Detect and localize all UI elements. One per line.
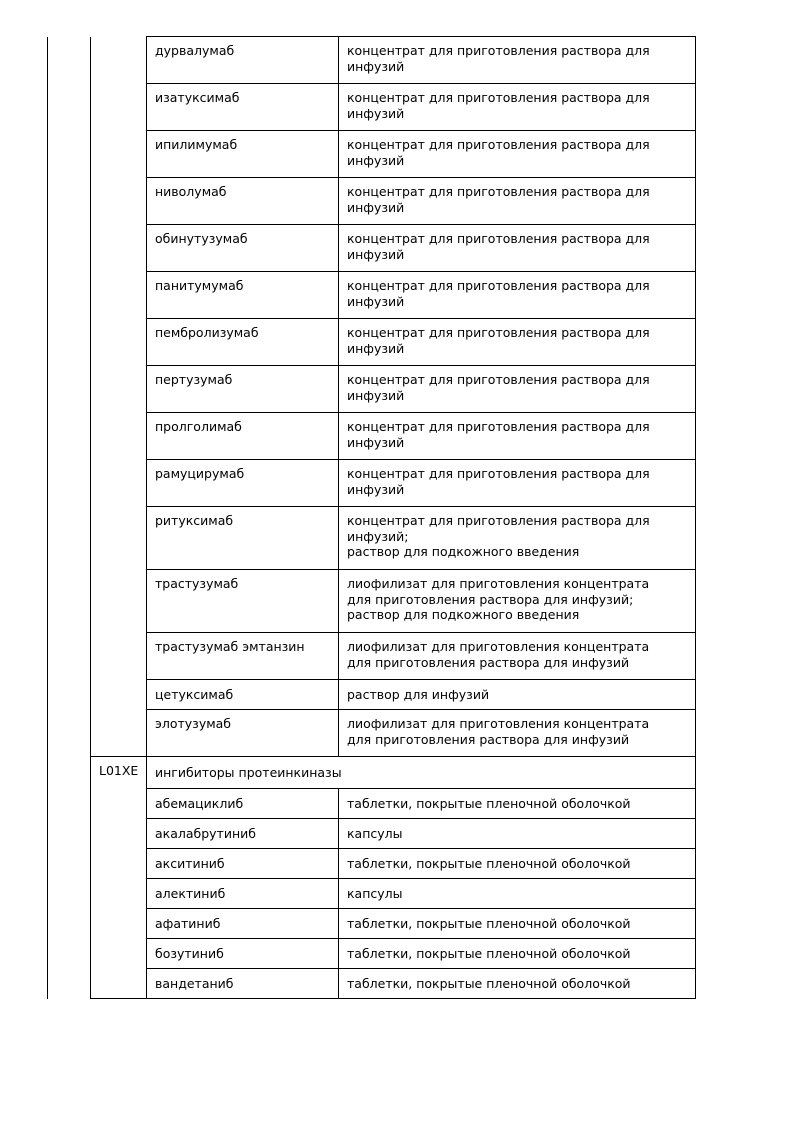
- dosage-form-cell: концентрат для приготовления раствора для инфузий: [339, 460, 696, 507]
- drug-name-cell: афатиниб: [147, 909, 339, 939]
- dosage-form-cell: концентрат для приготовления раствора для инфузий: [339, 319, 696, 366]
- drug-name-cell: рамуцирумаб: [147, 460, 339, 507]
- drug-name-cell: алектиниб: [147, 879, 339, 909]
- drug-name-cell: вандетаниб: [147, 969, 339, 999]
- drug-name-cell: абемациклиб: [147, 789, 339, 819]
- drug-name-cell: трастузумаб эмтанзин: [147, 633, 339, 680]
- drug-name-cell: ипилимумаб: [147, 131, 339, 178]
- dosage-form-cell: концентрат для приготовления раствора для инфузий: [339, 272, 696, 319]
- dosage-form-cell: лиофилизат для приготовления концентрата для приготовления раствора для инфузий: [339, 633, 696, 680]
- drug-name-cell: дурвалумаб: [147, 37, 339, 84]
- atc-code-cell-empty: [91, 37, 147, 757]
- drug-name-cell: ниволумаб: [147, 178, 339, 225]
- drug-name-cell: обинутузумаб: [147, 225, 339, 272]
- dosage-form-cell: таблетки, покрытые пленочной оболочкой: [339, 939, 696, 969]
- dosage-form-cell: таблетки, покрытые пленочной оболочкой: [339, 969, 696, 999]
- dosage-form-cell: лиофилизат для приготовления концентрата для приготовления раствора для инфузий: [339, 710, 696, 757]
- drug-name-cell: акалабрутиниб: [147, 819, 339, 849]
- dosage-form-cell: концентрат для приготовления раствора для инфузий: [339, 178, 696, 225]
- dosage-form-cell: концентрат для приготовления раствора для инфузий: [339, 84, 696, 131]
- table-row: [48, 37, 696, 84]
- atc-code-cell: L01XE: [91, 757, 147, 999]
- drug-name-cell: пролголимаб: [147, 413, 339, 460]
- drug-name-cell: изатуксимаб: [147, 84, 339, 131]
- dosage-form-cell: концентрат для приготовления раствора для инфузий; раствор для подкожного введения: [339, 507, 696, 570]
- drug-name-cell: элотузумаб: [147, 710, 339, 757]
- dosage-form-cell: концентрат для приготовления раствора для инфузий: [339, 413, 696, 460]
- dosage-form-cell: концентрат для приготовления раствора для инфузий: [339, 225, 696, 272]
- group-label-cell: ингибиторы протеинкиназы: [147, 757, 696, 789]
- drug-name-cell: цетуксимаб: [147, 680, 339, 710]
- dosage-form-cell: концентрат для приготовления раствора для инфузий: [339, 366, 696, 413]
- empty-column-cell: [48, 37, 91, 999]
- dosage-form-cell: концентрат для приготовления раствора для инфузий: [339, 37, 696, 84]
- drug-name-cell: пертузумаб: [147, 366, 339, 413]
- group-header-row: [48, 757, 696, 789]
- drug-name-cell: акситиниб: [147, 849, 339, 879]
- dosage-form-cell: таблетки, покрытые пленочной оболочкой: [339, 909, 696, 939]
- dosage-form-cell: капсулы: [339, 879, 696, 909]
- dosage-form-cell: таблетки, покрытые пленочной оболочкой: [339, 849, 696, 879]
- dosage-form-cell: лиофилизат для приготовления концентрата для приготовления раствора для инфузий; раствор для подкожного введения: [339, 570, 696, 633]
- drug-name-cell: панитумумаб: [147, 272, 339, 319]
- dosage-form-cell: таблетки, покрытые пленочной оболочкой: [339, 789, 696, 819]
- dosage-form-cell: концентрат для приготовления раствора для инфузий: [339, 131, 696, 178]
- drug-name-cell: трастузумаб: [147, 570, 339, 633]
- drug-name-cell: пембролизумаб: [147, 319, 339, 366]
- dosage-form-cell: капсулы: [339, 819, 696, 849]
- drug-table: [47, 36, 696, 999]
- drug-name-cell: бозутиниб: [147, 939, 339, 969]
- dosage-form-cell: раствор для инфузий: [339, 680, 696, 710]
- drug-name-cell: ритуксимаб: [147, 507, 339, 570]
